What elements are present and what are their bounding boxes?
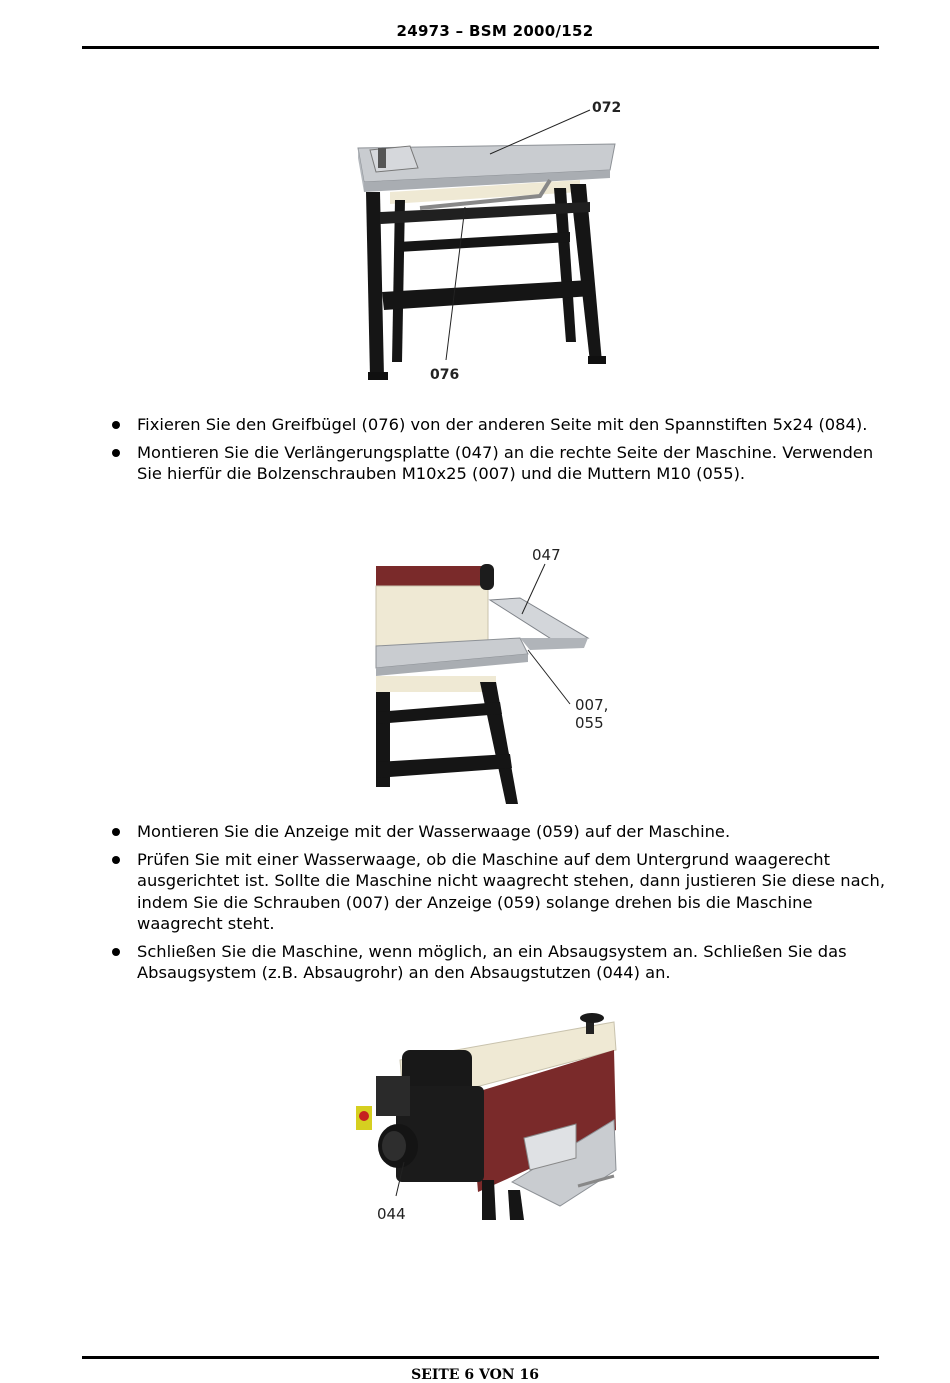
page-number: SEITE 6 VON 16: [411, 1367, 539, 1383]
callout-007: 007,: [575, 696, 609, 714]
callout-055: 055: [575, 714, 604, 732]
figure-extension-plate: [370, 542, 630, 812]
bullet-dot: [112, 856, 120, 864]
bullet-list-1: [110, 414, 885, 491]
callout-076: 076: [430, 367, 460, 383]
list-item: Prüfen Sie mit einer Wasserwaage, ob die Maschine auf dem Untergrund waagerecht ausgerichtet ist. Sollte die Maschine nicht waagrecht stehen, dann justieren Sie diese nach, indem Sie die Schrauben (007) der Anzeige (059) solange drehen bis die Maschine waagrecht steht.: [110, 849, 885, 935]
bullet-dot: [112, 828, 120, 836]
callout-072: 072: [592, 100, 622, 116]
list-item: Montieren Sie die Verlängerungsplatte (047) an die rechte Seite der Maschine. Verwenden Sie hierfür die Bolzenschrauben M10x25 (007) und die Muttern M10 (055).: [110, 442, 885, 485]
figure-suction-port: [340, 1010, 630, 1240]
figure-stand: [340, 92, 640, 392]
document-header-title: 24973 – BSM 2000/152: [396, 22, 594, 40]
bullet-list-2: [110, 821, 885, 990]
bullet-dot: [112, 449, 120, 457]
header-rule: [82, 46, 879, 49]
list-item: Fixieren Sie den Greifbügel (076) von der anderen Seite mit den Spannstiften 5x24 (084).: [110, 414, 885, 436]
callout-044: 044: [377, 1205, 406, 1223]
callout-047: 047: [532, 546, 561, 564]
list-item: Montieren Sie die Anzeige mit der Wasserwaage (059) auf der Maschine.: [110, 821, 885, 843]
list-item: Schließen Sie die Maschine, wenn möglich, an ein Absaugsystem an. Schließen Sie das Absaugsystem (z.B. Absaugrohr) an den Absaugstutzen (044) an.: [110, 941, 885, 984]
bullet-dot: [112, 948, 120, 956]
footer-rule: [82, 1356, 879, 1359]
bullet-dot: [112, 421, 120, 429]
